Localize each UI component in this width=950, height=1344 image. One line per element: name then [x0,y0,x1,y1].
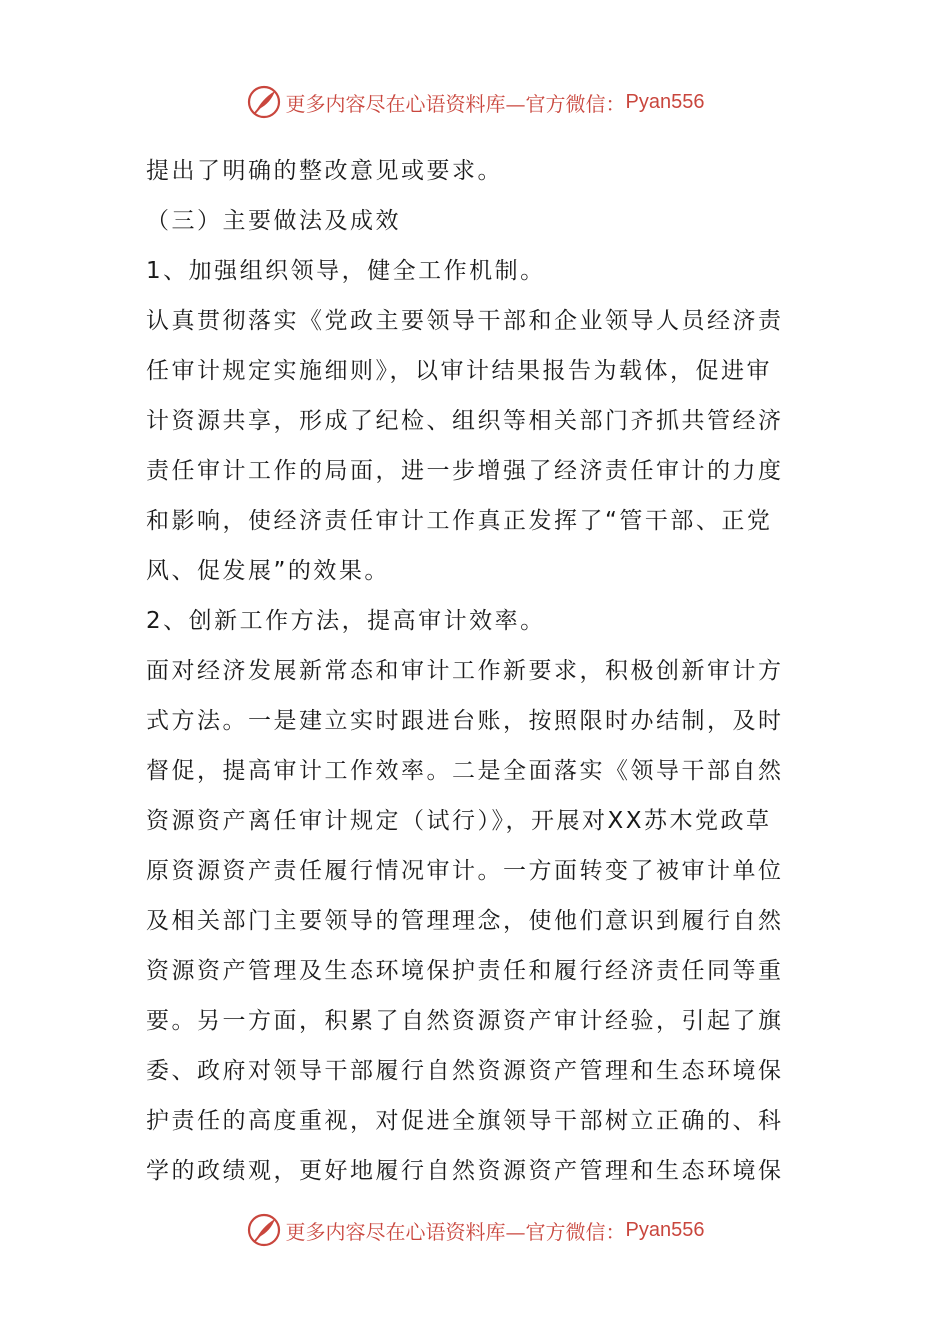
watermark-wechat-id: Pyan556 [625,1218,705,1241]
text-line: 和影响，使经济责任审计工作真正发挥了“管干部、正党 [146,508,773,534]
text-line: 提出了明确的整改意见或要求。 [146,158,503,184]
text-line: 原资源资产责任履行情况审计。一方面转变了被审计单位 [146,858,784,884]
watermark-text: 更多内容尽在心语资料库—官方微信： [285,1219,626,1244]
text-line: 护责任的高度重视，对促进全旗领导干部树立正确的、科 [146,1108,784,1134]
text-line: 面对经济发展新常态和审计工作新要求，积极创新审计方 [146,658,784,684]
text-line: 委、政府对领导干部履行自然资源资产管理和生态环境保 [146,1058,784,1084]
text-line: 式方法。一是建立实时跟进台账，按照限时办结制，及时 [146,708,784,734]
document-body [146,146,806,1196]
text-line: 学的政绩观，更好地履行自然资源资产管理和生态环境保 [146,1158,784,1184]
watermark-footer [0,1210,950,1250]
text-line: 督促，提高审计工作效率。二是全面落实《领导干部自然 [146,758,784,784]
quill-logo-icon [246,1212,282,1248]
subheading: 1、加强组织领导，健全工作机制。 [146,258,546,284]
section-heading: （三）主要做法及成效 [146,208,401,234]
text-line: 计资源共享，形成了纪检、组织等相关部门齐抓共管经济 [146,408,784,434]
watermark-wechat-id: Pyan556 [625,90,705,113]
text-line: 要。另一方面，积累了自然资源资产审计经验，引起了旗 [146,1008,784,1034]
text-line: 风、促发展”的效果。 [146,558,390,584]
text-line: 及相关部门主要领导的管理理念，使他们意识到履行自然 [146,908,784,934]
quill-logo-icon [246,84,282,120]
text-line: 任审计规定实施细则》，以审计结果报告为载体，促进审 [146,358,772,384]
text-line: 责任审计工作的局面，进一步增强了经济责任审计的力度 [146,458,784,484]
text-line: 资源资产离任审计规定（试行）》，开展对XX苏木党政草 [146,808,772,834]
watermark-text: 更多内容尽在心语资料库—官方微信： [285,91,626,116]
text-line: 认真贯彻落实《党政主要领导干部和企业领导人员经济责 [146,308,784,334]
watermark-header [0,82,950,122]
text-line: 资源资产管理及生态环境保护责任和履行经济责任同等重 [146,958,784,984]
subheading: 2、创新工作方法，提高审计效率。 [146,608,546,634]
